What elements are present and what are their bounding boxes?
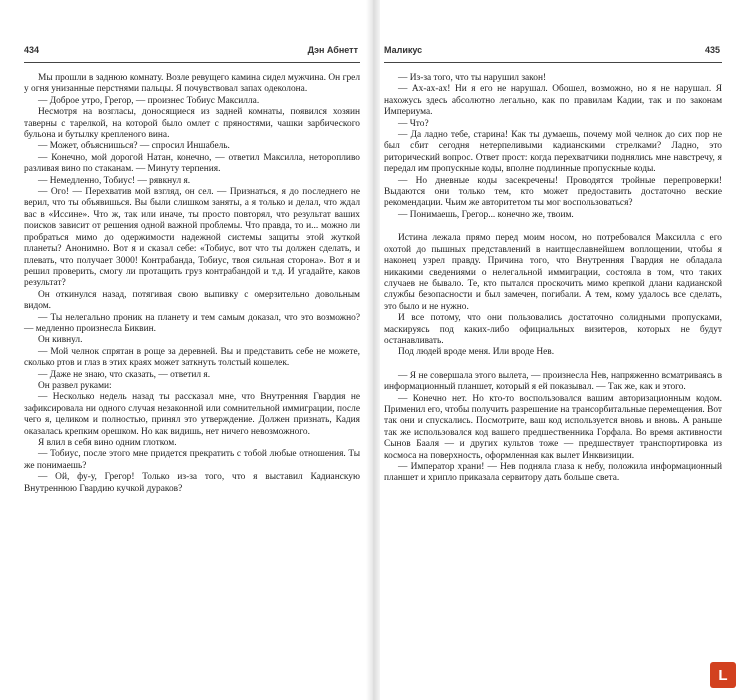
right-running-head: Маликус	[384, 45, 423, 55]
paragraph: — Может, объяснишься? — спросил Иншабель.	[38, 141, 230, 152]
paragraph: — Ах-ах-ах! Ни я его не нарушал. Обошел, возможно, но я не нарушал. Я нахожусь здесь абсолютно легально, как по правилам Кадии, так и по законам Империума.	[384, 84, 722, 118]
paragraph: Он развел руками:	[38, 380, 112, 391]
paragraph: — Я не совершала этого вылета, — произнесла Нев, напряженно всматриваясь в информационный планшет, который я ей показывал. — Так же, как и этого.	[384, 370, 722, 393]
left-page-body	[24, 73, 360, 495]
left-running-head: Дэн Абнетт	[307, 45, 358, 55]
paragraph: Несмотря на возгласы, доносящиеся из задней комнаты, появился хозяин таверны с тарелкой, на которой было омлет с пряностями, чашки зарбического бульона и бутылку крепленого вина.	[24, 107, 360, 141]
paragraph: — Что?	[398, 118, 429, 129]
paragraph: — Несколько недель назад ты рассказал мне, что Внутренняя Гвардия не зафиксировала ни одного случая незаконной или сомнительной иммиграции, после чего я, целиком и полностью, принял это утверждение. Должен признать, Кадия оказалась крепким орешком. Но как видишь, нет ничего невозможного.	[24, 392, 360, 437]
paragraph: — Даже не знаю, что сказать, — ответил я.	[38, 369, 211, 380]
paragraph: — Тобиус, после этого мне придется прекратить с тобой любые отношения. Ты же понимаешь?	[24, 449, 360, 471]
paragraph: И все потому, что они пользовались достаточно солидными пропусками, маскируясь под каких-либо официальных визитеров, которых не будут останавливать.	[384, 313, 722, 346]
paragraph: Он откинулся назад, потягивая свою выпивку с омерзительно довольным видом.	[24, 289, 360, 312]
left-page-header	[24, 42, 360, 63]
paragraph: — Понимаешь, Грегор... конечно же, твоим.	[398, 209, 574, 220]
paragraph: — Ты нелегально проник на планету и тем самым доказал, что это возможно? — медленно произнесла Биквин.	[24, 312, 360, 334]
paragraph: — Но дневные коды засекречены! Проводятся тройные перепроверки! Выдаются они только тем, кто может предоставить достаточно веские рекомендации. Чьим же авторитетом ты мог воспользоваться?	[384, 175, 722, 209]
paragraph: Под людей вроде меня. Или вроде Нев.	[398, 347, 555, 358]
left-page	[24, 42, 360, 690]
book-gutter	[366, 0, 380, 700]
right-page-header	[384, 42, 722, 63]
paragraph: — Конечно нет. Но кто-то воспользовался вашим авторизационным кодом. Применил его, чтобы получить разрешение на трансорбитальные перемещения. Вот так они и спускались. Посмотрите, ваш код используется вновь и вновь. А раньше так же использовался код вашего предшественника Горфала. Во время активности Сынов Бааля — и других культов тоже — предшествует транспортировка из космоса на поверхность, оформленная как вылет Инквизиции.	[384, 393, 722, 461]
paragraph: — Немедленно, Тобиус! — рявкнул я.	[38, 175, 191, 186]
paragraph: — Конечно, мой дорогой Натан, конечно, — ответил Максилла, неторопливо разливая вино по стаканам. — Минуту терпения.	[24, 152, 360, 175]
paragraph: Мы прошли в заднюю комнату. Возле ревущего камина сидел мужчина. Он грел у огня унизанные перстнями пальцы. Я почувствовал запах одеколона.	[24, 73, 360, 95]
paragraph: Я влил в себя вино одним глотком.	[38, 438, 177, 448]
publisher-logo-icon: L	[710, 662, 736, 688]
paragraph: — Из-за того, что ты нарушил закон!	[398, 73, 547, 83]
right-page-number: 435	[704, 45, 720, 55]
right-page	[384, 42, 722, 690]
paragraph: — Ой, фу-у, Грегор! Только из-за того, что я выставил Кадианскую Внутреннюю Гвардию кучкой дураков?	[24, 472, 360, 494]
paragraph: — Да ладно тебе, старина! Как ты думаешь, почему мой челнок до сих пор не был сбит сегодня нетерпеливыми кадианскими стрелками? Ладно, это риторический вопрос. Ответ прост: когда перехватчики поднялись мне навстречу, я передал им пропускные коды, вполне подлинные пропускные коды.	[384, 130, 722, 175]
paragraph: — Ого! — Перехватив мой взгляд, он сел. — Признаться, я до последнего не верил, что ты объявишься. Вы были слишком заняты, а я только и делал, что ждал вас в «Иссине». Что ж, так или иначе, ты просто повторял, что результат ваших поисков зависит от решения одной важной проблемы. Что правда, то и... можно ли пробраться мимо до одержимости надежной системы защиты этой жуткой планеты? Анонимно. Вот я и сказал себе: «Тобиус, вот что ты должен сделать, и плевать, что получает 3000! Контрабанда, Тобиус, твоя сильная сторона». Вот я и решил проверить, смогу ли протащить груз контрабандой и т.д. И угадайте, каков результат?	[24, 187, 360, 289]
paragraph: — Мой челнок спрятан в роще за деревней. Вы и представить себе не можете, сколько ртов и глаз в этих краях может заткнуть толстый кошелек.	[24, 346, 360, 369]
paragraph: — Доброе утро, Грегор, — произнес Тобиус Максилла.	[38, 95, 260, 106]
paragraph: — Император храни! — Нев подняла глаза к небу, положила информационный планшет и хрипло приказала сервитору дать больше света.	[384, 462, 722, 484]
paragraph: Он кивнул.	[38, 335, 83, 346]
paragraph: Истина лежала прямо перед моим носом, но потребовался Максилла с его охотой до пышных представлений в наитщеславнейшем воплощении, чтобы я наконец узрел правду. Причина того, что Внутренняя Гвардия не обладала никакими сведениями о нелегальной иммиграции, состояла в том, что таких случаев не бывало. Те, кто пытался проскочить мимо крепкой длани кадианской службы безопасности и был замечен, погибали. А тем, кому удалось все сделать, это было и не нужно.	[384, 233, 722, 312]
right-page-body	[384, 73, 722, 485]
left-page-number: 434	[24, 45, 40, 55]
